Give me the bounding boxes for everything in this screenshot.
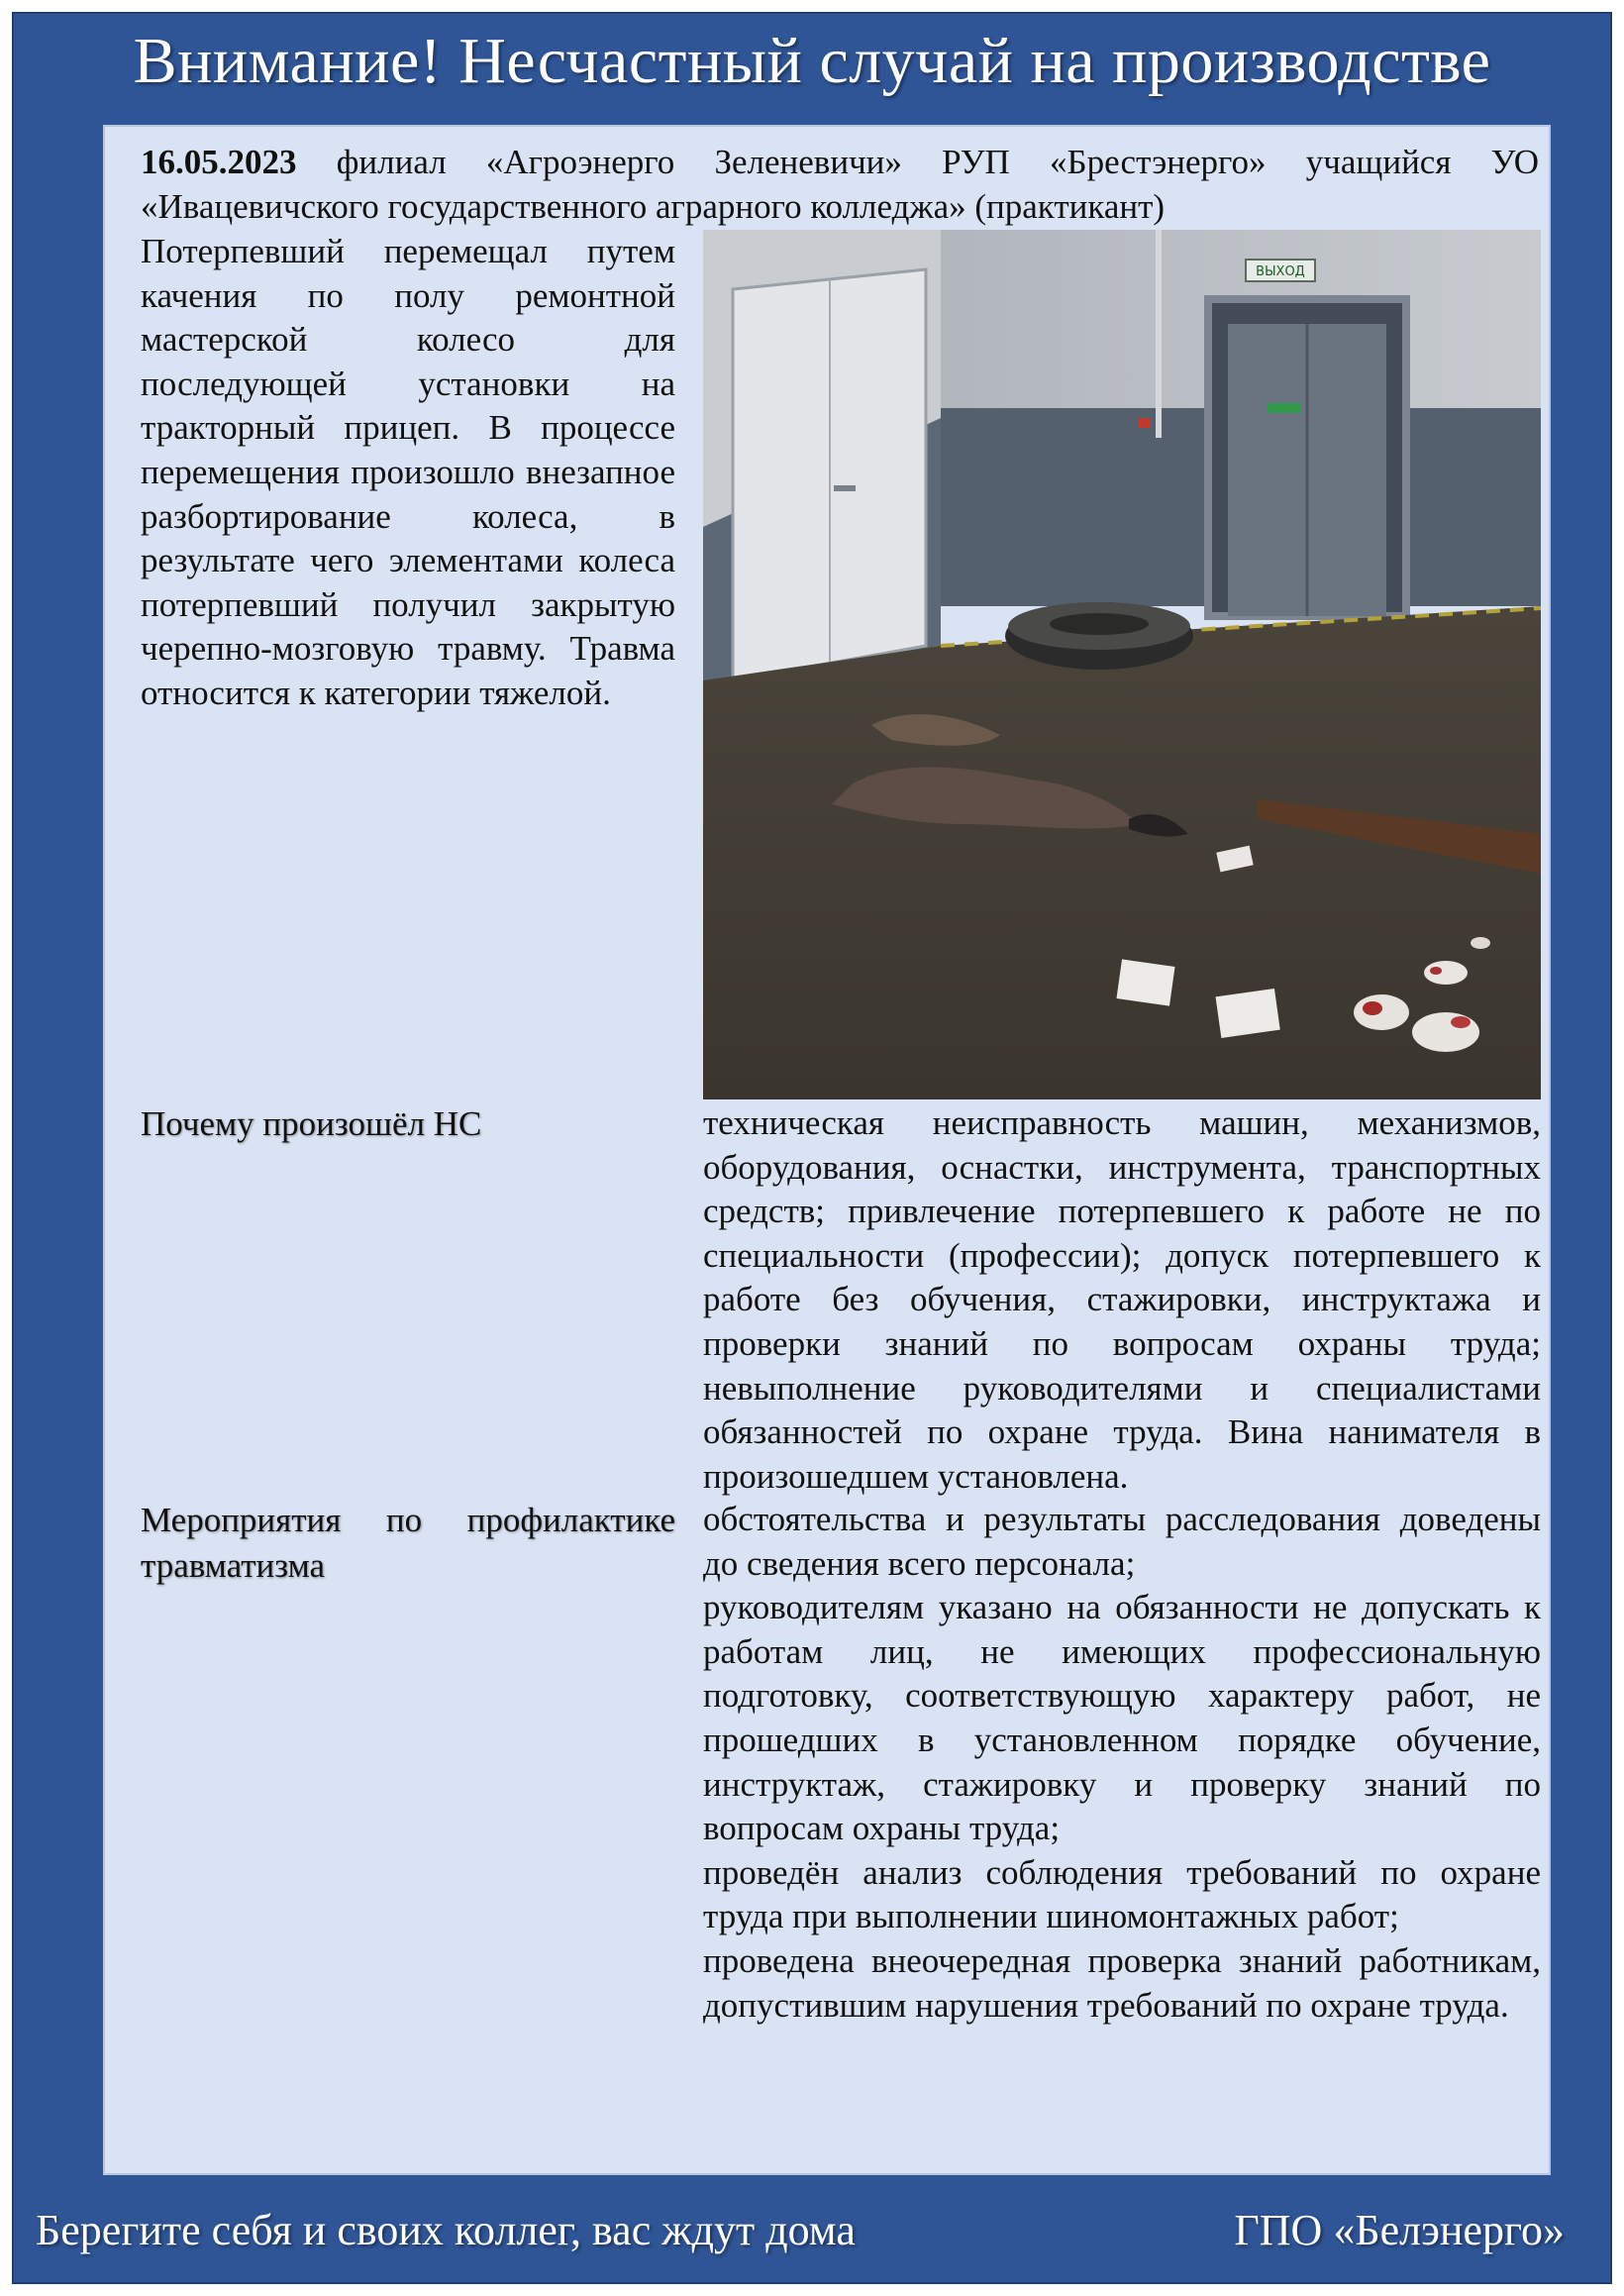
measure-item: проведена внеочередная проверка знаний работникам, допустившим нарушения требований по охране труда. — [703, 1940, 1541, 2025]
footer-organization: ГПО «Белэнерго» — [1234, 2206, 1565, 2254]
measures-list — [703, 1498, 1541, 2028]
poster-title: Внимание! Несчастный случай на производстве — [133, 25, 1491, 97]
incident-description: Потерпевший перемещал путем качения по полу ремонтной мастерской колесо для последующей установки на тракторный прицеп. В процессе перемещения произошло внезапное разбортирование колеса, в результате чего элементами колеса потерпевший получил закрытую черепно-мозговую травму. Травма относится к категории тяжелой. — [141, 232, 675, 712]
exit-sign-text: ВЫХОД — [1256, 264, 1305, 279]
workshop-photo-illustration — [703, 230, 1541, 1099]
why-label: Почему произошёл НС — [141, 1104, 482, 1143]
measure-item: обстоятельства и результаты расследования доведены до сведения всего персонала; — [703, 1500, 1541, 1583]
measures-label: Мероприятия по профилактике травматизма — [141, 1501, 675, 1585]
why-text: техническая неисправность машин, механизмов, оборудования, оснастки, инструмента, транспортных средств; привлечение потерпевшего к работе не по специальности (профессии); допуск потерпевшего к работе без обучения, стажировки, инструктажа и проверки знаний по вопросам охраны труда; невыполнение руководителями и специалистами обязанностей по охране труда. Вина нанимателя в произошедшем установлена. — [703, 1103, 1541, 1496]
measure-item: руководителям указано на обязанности не допускать к работам лиц, не имеющих профессиональную подготовку, соответствующую характеру работ, не прошедших в установленном порядке обучение, инструктаж, стажировку и проверку знаний по вопросам охраны труда; — [703, 1588, 1541, 1848]
incident-organization: филиал «Агроэнерго Зеленевичи» РУП «Брестэнерго» учащийся УО «Ивацевичского государственного аграрного колледжа» (практикант) — [141, 143, 1539, 226]
footer-slogan: Берегите себя и своих коллег, вас ждут дома — [36, 2206, 856, 2254]
incident-photo — [703, 230, 1541, 1099]
incident-date: 16.05.2023 — [141, 143, 297, 181]
measure-item: проведён анализ соблюдения требований по охране труда при выполнении шиномонтажных работ; — [703, 1852, 1541, 1936]
incident-intro — [141, 141, 1539, 229]
